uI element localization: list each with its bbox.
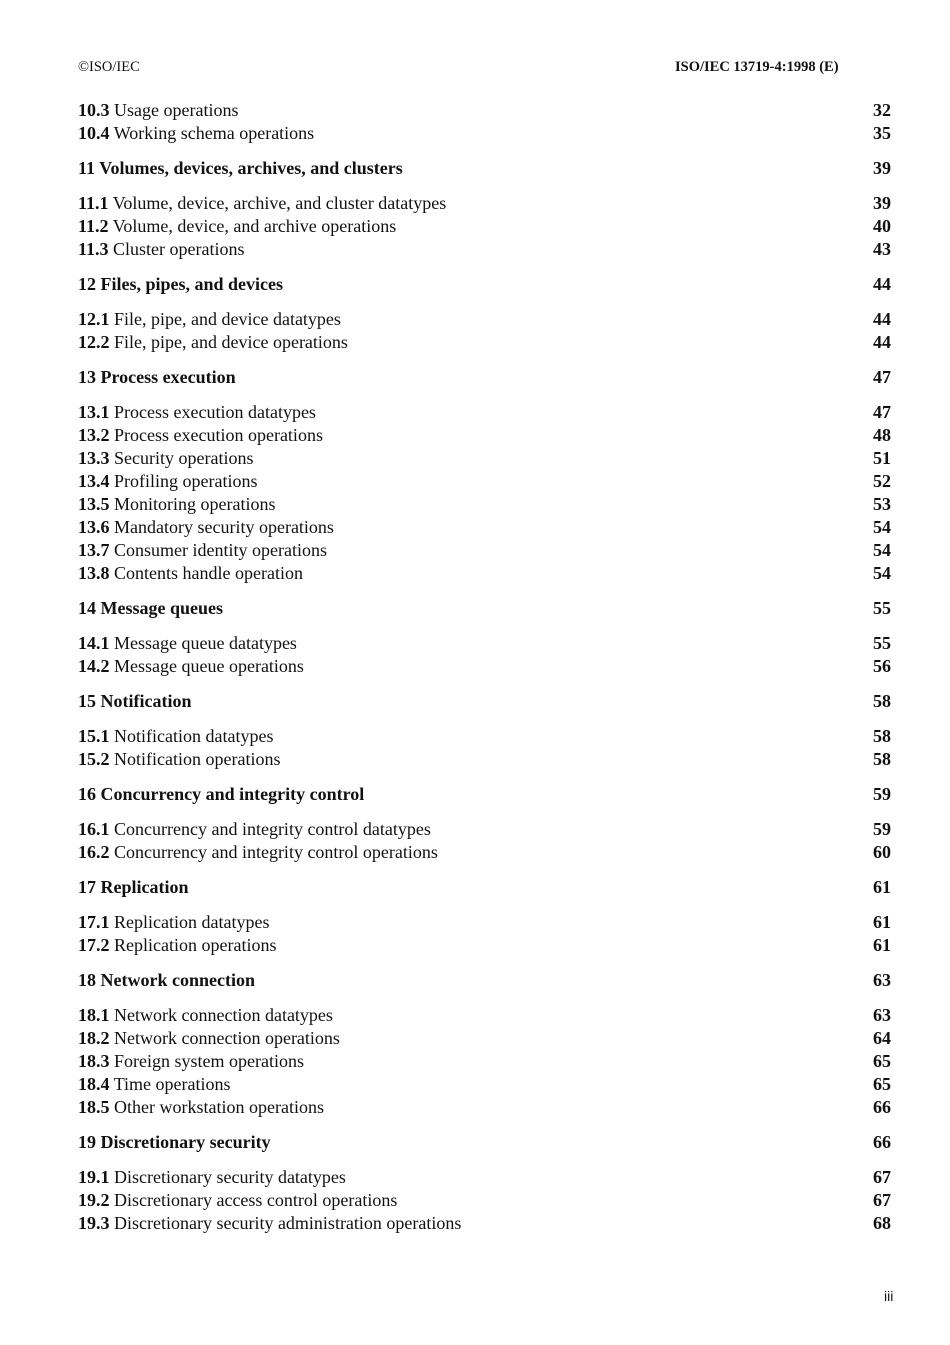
toc-entry-number: 18.1 (78, 1005, 110, 1025)
toc-section-entry[interactable] (78, 1189, 891, 1212)
toc-entry-page: 61 (873, 935, 891, 955)
toc-chapter-entry[interactable] (78, 783, 891, 806)
toc-entry-title: Message queue operations (114, 656, 304, 676)
page-number: iii (884, 1288, 894, 1304)
toc-entry-number: 13.5 (78, 494, 110, 514)
toc-entry-page: 67 (873, 1190, 891, 1210)
toc-section-entry[interactable] (78, 911, 891, 934)
toc-entry-number: 16.2 (78, 842, 110, 862)
toc-chapter-entry[interactable] (78, 273, 891, 296)
toc-entry-title: Contents handle operation (114, 563, 303, 583)
toc-entry-number: 14.1 (78, 633, 110, 653)
toc-section-entry[interactable] (78, 331, 891, 354)
toc-entry-title: Profiling operations (114, 471, 258, 491)
toc-entry-page: 48 (873, 425, 891, 445)
toc-entry-number: 19.3 (78, 1213, 110, 1233)
toc-entry-number: 18.3 (78, 1051, 110, 1071)
table-of-contents (78, 99, 891, 1235)
toc-entry-number: 13 (78, 367, 96, 387)
toc-entry-page: 65 (873, 1051, 891, 1071)
toc-entry-title: Time operations (113, 1074, 231, 1094)
toc-entry-title: Other workstation operations (114, 1097, 324, 1117)
toc-chapter-entry[interactable] (78, 690, 891, 713)
toc-entry-number: 14 (78, 598, 96, 618)
toc-entry-number: 12.2 (78, 332, 110, 352)
toc-entry-title: Monitoring operations (114, 494, 276, 514)
toc-entry-title: Notification (100, 691, 192, 711)
toc-entry-title: Concurrency and integrity control (100, 784, 365, 804)
toc-entry-page: 43 (873, 239, 891, 259)
toc-entry-page: 44 (873, 332, 891, 352)
toc-entry-title: Volume, device, archive, and cluster datatypes (112, 193, 447, 213)
toc-entry-title: Discretionary security datatypes (114, 1167, 346, 1187)
toc-entry-page: 54 (873, 540, 891, 560)
toc-entry-title: File, pipe, and device operations (114, 332, 348, 352)
toc-entry-page: 60 (873, 842, 891, 862)
toc-entry-number: 13.7 (78, 540, 110, 560)
toc-entry-page: 44 (873, 309, 891, 329)
toc-chapter-entry[interactable] (78, 876, 891, 899)
toc-entry-page: 58 (873, 749, 891, 769)
toc-chapter-entry[interactable] (78, 157, 891, 180)
toc-entry-number: 18.2 (78, 1028, 110, 1048)
toc-entry-title: Network connection (100, 970, 255, 990)
toc-entry-number: 16 (78, 784, 96, 804)
toc-entry-number: 14.2 (78, 656, 110, 676)
toc-entry-page: 55 (873, 598, 891, 618)
toc-entry-title: Discretionary security (100, 1132, 271, 1152)
toc-entry-page: 61 (873, 912, 891, 932)
toc-entry-title: Message queues (100, 598, 223, 618)
toc-entry-title: Notification operations (114, 749, 281, 769)
toc-entry-title: Discretionary security administration operations (114, 1213, 462, 1233)
toc-entry-number: 11.2 (78, 216, 109, 236)
toc-entry-page: 39 (873, 158, 891, 178)
toc-entry-page: 67 (873, 1167, 891, 1187)
toc-entry-page: 44 (873, 274, 891, 294)
toc-section-entry[interactable] (78, 401, 891, 424)
toc-entry-page: 54 (873, 517, 891, 537)
toc-section-entry[interactable] (78, 632, 891, 655)
toc-section-entry[interactable] (78, 1073, 891, 1096)
toc-section-entry[interactable] (78, 818, 891, 841)
toc-entry-page: 63 (873, 970, 891, 990)
toc-chapter-entry[interactable] (78, 597, 891, 620)
toc-entry-title: Security operations (114, 448, 254, 468)
toc-entry-page: 65 (873, 1074, 891, 1094)
toc-entry-title: Volume, device, and archive operations (112, 216, 397, 236)
toc-entry-number: 11.3 (78, 239, 109, 259)
toc-entry-title: Process execution (100, 367, 236, 387)
toc-entry-page: 40 (873, 216, 891, 236)
toc-entry-title: Usage operations (114, 100, 239, 120)
toc-entry-page: 59 (873, 819, 891, 839)
toc-section-entry[interactable] (78, 215, 891, 238)
toc-section-entry[interactable] (78, 562, 891, 585)
toc-entry-number: 13.3 (78, 448, 110, 468)
toc-section-entry[interactable] (78, 1004, 891, 1027)
toc-entry-page: 32 (873, 100, 891, 120)
toc-entry-page: 51 (873, 448, 891, 468)
toc-entry-page: 63 (873, 1005, 891, 1025)
toc-entry-number: 18.4 (78, 1074, 110, 1094)
toc-entry-page: 53 (873, 494, 891, 514)
toc-entry-title: Volumes, devices, archives, and clusters (99, 158, 403, 178)
toc-entry-page: 39 (873, 193, 891, 213)
toc-entry-number: 19 (78, 1132, 96, 1152)
toc-entry-page: 47 (873, 367, 891, 387)
toc-section-entry[interactable] (78, 934, 891, 957)
toc-entry-page: 66 (873, 1132, 891, 1152)
toc-entry-title: File, pipe, and device datatypes (114, 309, 341, 329)
toc-entry-number: 17.1 (78, 912, 110, 932)
toc-entry-title: Consumer identity operations (114, 540, 327, 560)
toc-entry-number: 12.1 (78, 309, 110, 329)
toc-section-entry[interactable] (78, 493, 891, 516)
toc-entry-title: Process execution operations (114, 425, 323, 445)
toc-entry-title: Foreign system operations (114, 1051, 304, 1071)
toc-entry-number: 10.4 (78, 123, 110, 143)
toc-entry-page: 52 (873, 471, 891, 491)
toc-entry-number: 18.5 (78, 1097, 110, 1117)
toc-section-entry[interactable] (78, 1166, 891, 1189)
toc-section-entry[interactable] (78, 748, 891, 771)
toc-entry-number: 16.1 (78, 819, 110, 839)
toc-entry-number: 19.1 (78, 1167, 110, 1187)
toc-section-entry[interactable] (78, 447, 891, 470)
toc-entry-number: 17.2 (78, 935, 110, 955)
toc-entry-page: 59 (873, 784, 891, 804)
toc-entry-page: 55 (873, 633, 891, 653)
toc-entry-number: 15.1 (78, 726, 110, 746)
toc-section-entry[interactable] (78, 1027, 891, 1050)
toc-entry-page: 61 (873, 877, 891, 897)
toc-section-entry[interactable] (78, 725, 891, 748)
toc-entry-title: Notification datatypes (114, 726, 274, 746)
toc-entry-page: 47 (873, 402, 891, 422)
toc-entry-number: 11.1 (78, 193, 109, 213)
toc-entry-title: Replication datatypes (114, 912, 270, 932)
toc-entry-page: 68 (873, 1213, 891, 1233)
toc-entry-title: Files, pipes, and devices (100, 274, 284, 294)
toc-chapter-entry[interactable] (78, 366, 891, 389)
header-right: ISO/IEC 13719-4:1998 (E) (675, 59, 839, 75)
toc-entry-title: Mandatory security operations (114, 517, 334, 537)
toc-section-entry[interactable] (78, 424, 891, 447)
header-left: ©ISO/IEC (78, 59, 140, 75)
toc-entry-number: 10.3 (78, 100, 110, 120)
toc-entry-number: 13.4 (78, 471, 110, 491)
toc-section-entry[interactable] (78, 1050, 891, 1073)
toc-entry-number: 15.2 (78, 749, 110, 769)
toc-entry-page: 35 (873, 123, 891, 143)
toc-entry-title: Network connection operations (114, 1028, 340, 1048)
toc-entry-page: 58 (873, 726, 891, 746)
toc-entry-title: Concurrency and integrity control datatypes (114, 819, 431, 839)
toc-section-entry[interactable] (78, 470, 891, 493)
toc-entry-title: Discretionary access control operations (114, 1190, 398, 1210)
toc-section-entry[interactable] (78, 122, 891, 145)
toc-entry-number: 13.6 (78, 517, 110, 537)
toc-entry-number: 13.2 (78, 425, 110, 445)
toc-section-entry[interactable] (78, 539, 891, 562)
toc-chapter-entry[interactable] (78, 969, 891, 992)
toc-entry-number: 11 (78, 158, 96, 178)
toc-entry-title: Message queue datatypes (114, 633, 297, 653)
toc-section-entry[interactable] (78, 1212, 891, 1235)
toc-section-entry[interactable] (78, 841, 891, 864)
toc-entry-number: 13.8 (78, 563, 110, 583)
toc-entry-title: Cluster operations (113, 239, 245, 259)
toc-entry-number: 18 (78, 970, 96, 990)
toc-chapter-entry[interactable] (78, 1131, 891, 1154)
toc-section-entry[interactable] (78, 238, 891, 261)
toc-entry-title: Replication operations (114, 935, 277, 955)
toc-section-entry[interactable] (78, 516, 891, 539)
toc-entry-page: 54 (873, 563, 891, 583)
toc-section-entry[interactable] (78, 308, 891, 331)
toc-entry-title: Network connection datatypes (114, 1005, 333, 1025)
toc-section-entry[interactable] (78, 99, 891, 122)
toc-entry-title: Process execution datatypes (114, 402, 316, 422)
toc-section-entry[interactable] (78, 1096, 891, 1119)
toc-entry-number: 13.1 (78, 402, 110, 422)
toc-entry-page: 58 (873, 691, 891, 711)
toc-entry-number: 12 (78, 274, 96, 294)
toc-entry-number: 15 (78, 691, 96, 711)
toc-section-entry[interactable] (78, 192, 891, 215)
toc-entry-page: 66 (873, 1097, 891, 1117)
toc-entry-title: Concurrency and integrity control operations (114, 842, 438, 862)
toc-entry-number: 17 (78, 877, 96, 897)
toc-entry-page: 64 (873, 1028, 891, 1048)
toc-entry-page: 56 (873, 656, 891, 676)
toc-entry-title: Working schema operations (113, 123, 315, 143)
toc-section-entry[interactable] (78, 655, 891, 678)
toc-entry-title: Replication (100, 877, 189, 897)
toc-entry-number: 19.2 (78, 1190, 110, 1210)
